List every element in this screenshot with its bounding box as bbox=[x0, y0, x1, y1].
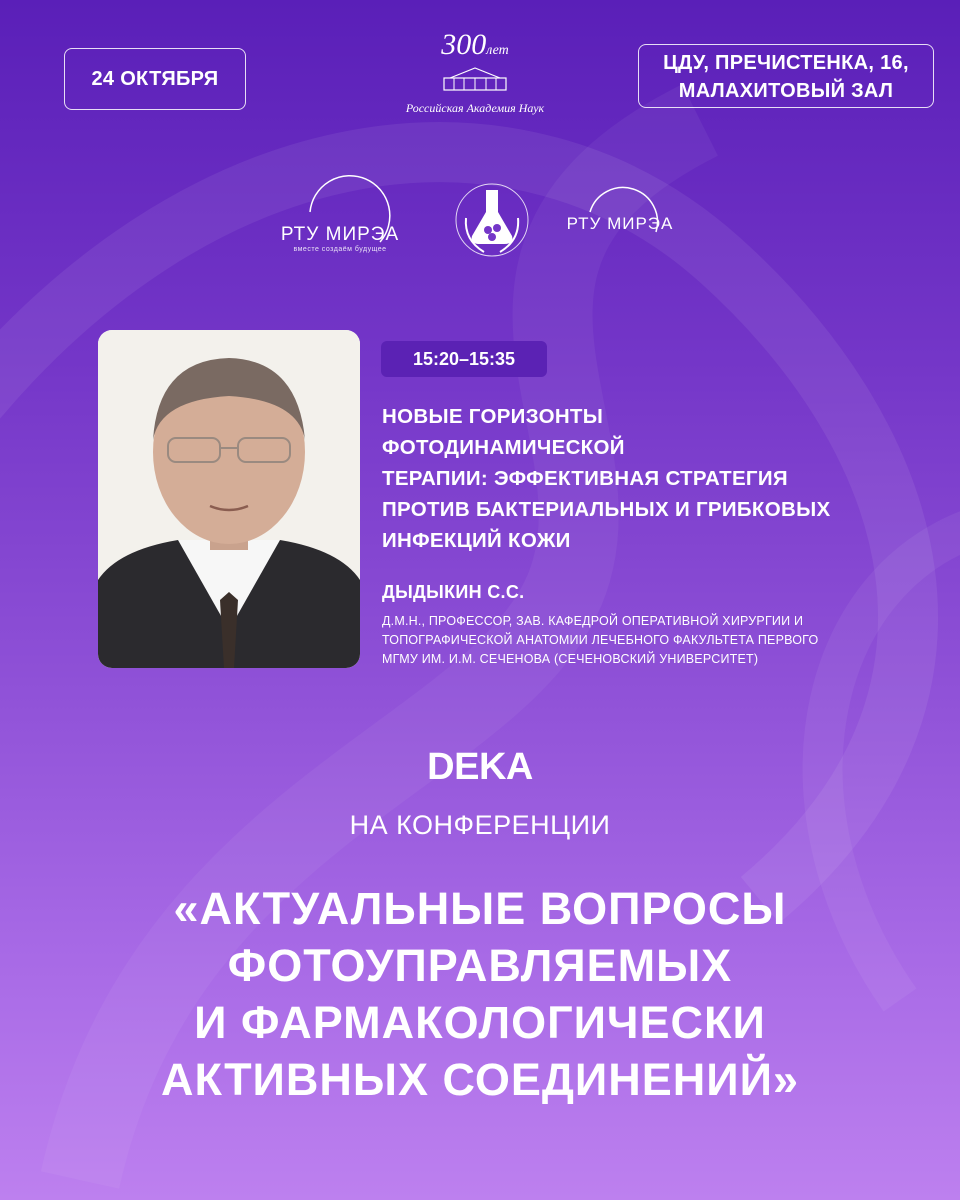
conference-title-line: ФОТОУПРАВЛЯЕМЫХ bbox=[227, 940, 733, 991]
mirea-logo-tagline: вместе создаём будущее bbox=[293, 246, 387, 253]
conference-title bbox=[0, 880, 960, 1108]
speaker-desc-line: МГМУ ИМ. И.М. СЕЧЕНОВА (СЕЧЕНОВСКИЙ УНИВЕРСИТЕТ) bbox=[382, 652, 759, 666]
talk-title-line: ТЕРАПИИ: ЭФФЕКТИВНАЯ СТРАТЕГИЯ bbox=[382, 467, 788, 490]
venue-line: ЦДУ, ПРЕЧИСТЕНКА, 16, bbox=[663, 52, 909, 74]
ras-anniversary-suffix: лет bbox=[486, 43, 509, 58]
flask-laurel-icon bbox=[452, 178, 532, 262]
ras-anniversary-number: 300 bbox=[441, 28, 487, 61]
conference-title-line: АКТИВНЫХ СОЕДИНЕНИЙ» bbox=[160, 1054, 799, 1105]
mirea-logo-left bbox=[270, 172, 410, 262]
speaker-description bbox=[382, 612, 942, 669]
speaker-photo bbox=[98, 330, 360, 668]
ras-anniversary bbox=[390, 30, 560, 66]
conference-title-line: И ФАРМАКОЛОГИЧЕСКИ bbox=[194, 997, 766, 1048]
talk-title-line: ПРОТИВ БАКТЕРИАЛЬНЫХ И ГРИБКОВЫХ bbox=[382, 498, 831, 521]
talk-title-line: ФОТОДИНАМИЧЕСКОЙ bbox=[382, 436, 625, 459]
talk-title-line: ИНФЕКЦИЙ КОЖИ bbox=[382, 529, 571, 552]
talk-title bbox=[382, 401, 942, 556]
conference-title-line: «АКТУАЛЬНЫЕ ВОПРОСЫ bbox=[173, 883, 787, 934]
talk-time-badge: 15:20–15:35 bbox=[381, 341, 547, 377]
academy-building-icon bbox=[440, 66, 510, 92]
talk-title-line: НОВЫЕ ГОРИЗОНТЫ bbox=[382, 405, 604, 428]
venue-line: МАЛАХИТОВЫЙ ЗАЛ bbox=[678, 80, 894, 102]
mirea-logo-text: РТУ МИРЭА bbox=[280, 224, 400, 245]
brand-name: DEKA bbox=[427, 746, 533, 788]
conference-subtitle: НА КОНФЕРЕНЦИИ bbox=[349, 810, 611, 840]
speaker-name: ДЫДЫКИН С.С. bbox=[382, 582, 525, 602]
mirea-logo-text: РТУ МИРЭА bbox=[566, 214, 674, 233]
conference-emblem bbox=[452, 178, 532, 262]
ras-300-logo bbox=[390, 28, 560, 115]
speaker-desc-line: ТОПОГРАФИЧЕСКОЙ АНАТОМИИ ЛЕЧЕБНОГО ФАКУЛЬТЕТА ПЕРВОГО bbox=[382, 633, 819, 647]
event-venue bbox=[638, 44, 934, 108]
speaker-desc-line: Д.М.Н., ПРОФЕССОР, ЗАВ. КАФЕДРОЙ ОПЕРАТИВНОЙ ХИРУРГИИ И bbox=[382, 614, 804, 628]
mirea-logo-right bbox=[560, 172, 680, 262]
speaker-portrait bbox=[98, 330, 360, 668]
partner-logos bbox=[0, 172, 960, 262]
ras-name: Российская Академия Наук bbox=[405, 101, 545, 115]
event-date: 24 ОКТЯБРЯ bbox=[64, 48, 246, 110]
